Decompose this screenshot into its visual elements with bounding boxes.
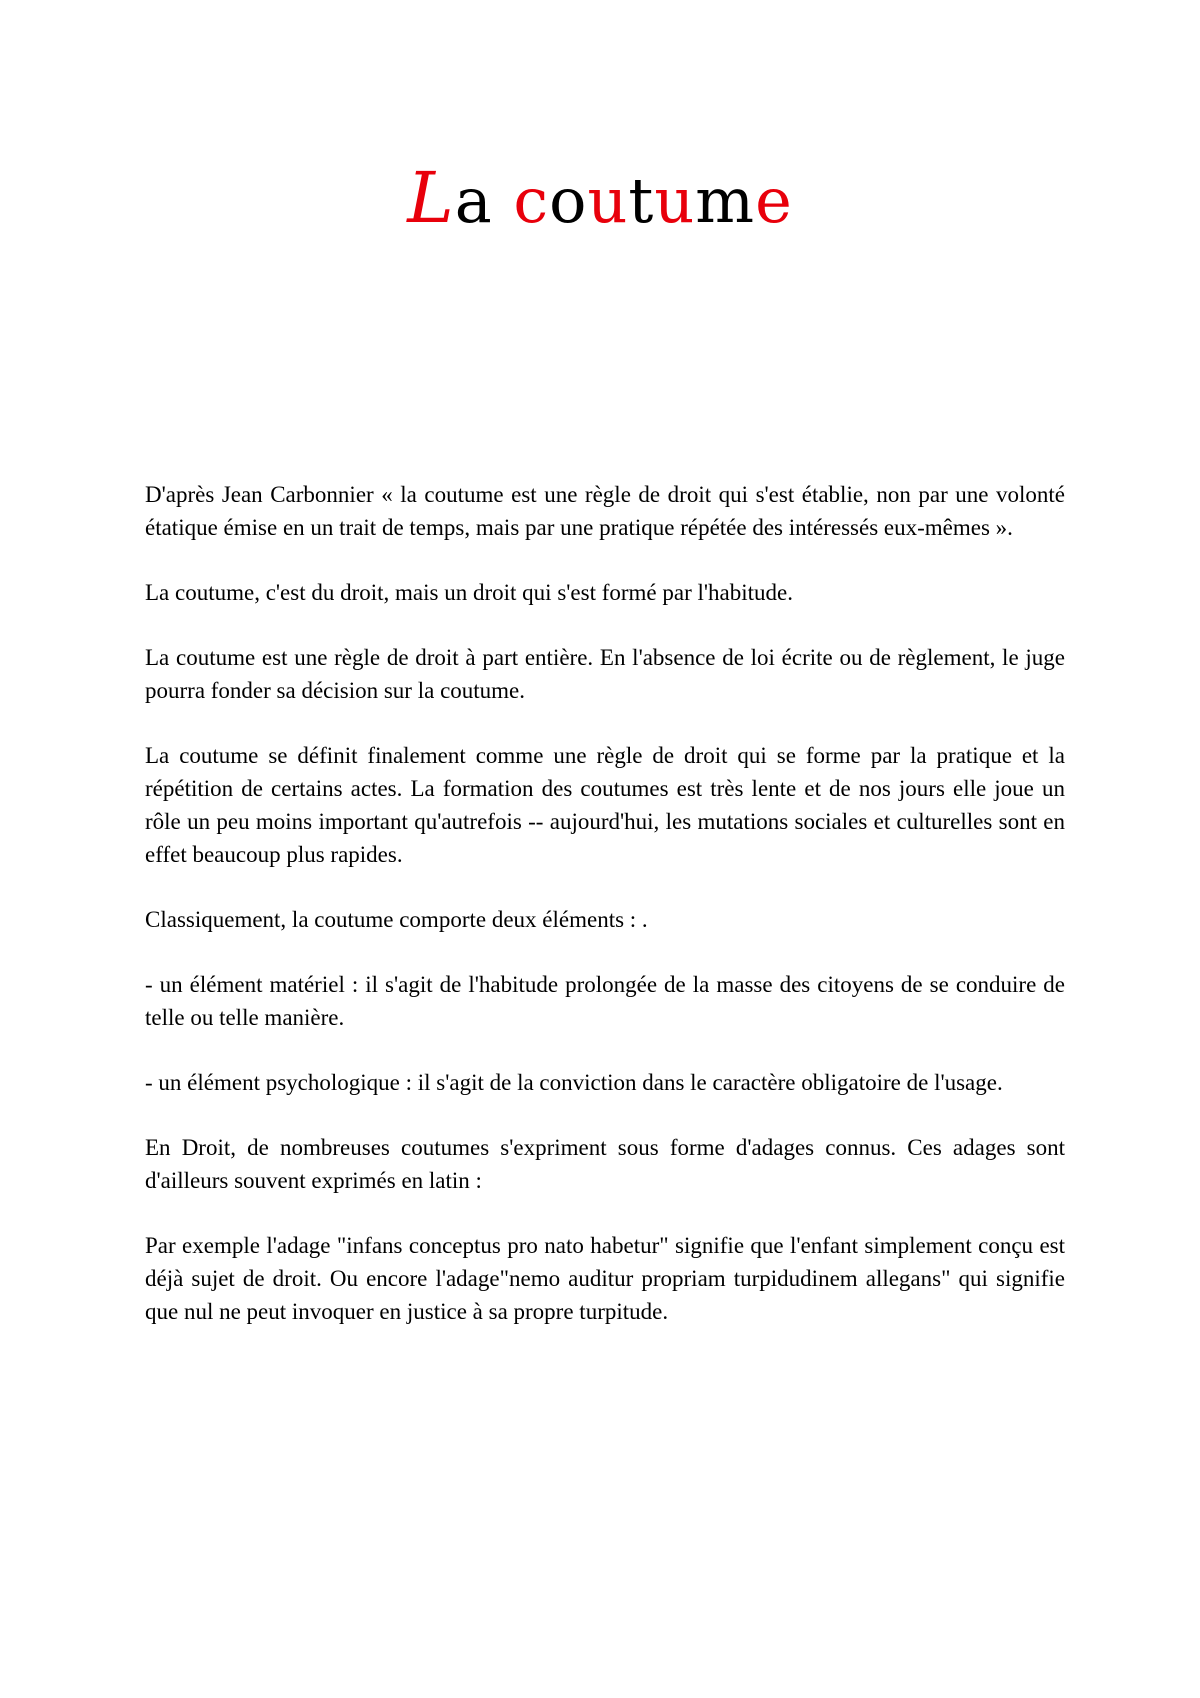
paragraph-element-psychologique: - un élément psychologique : il s'agit de la conviction dans le caractère obligatoire de l'usage. (145, 1070, 1003, 1095)
paragraph-adages: En Droit, de nombreuses coutumes s'expriment sous forme d'adages connus. Ces adages sont d'ailleurs souvent exprimés en latin : (145, 1135, 1065, 1193)
paragraph-exemples-adages: Par exemple l'adage "infans conceptus pro nato habetur" signifie que l'enfant simplement conçu est déjà sujet de droit. Ou encore l'adage"nemo auditur propriam turpidudinem allegans" qui signifie que nul ne peut invoquer en justice à sa propre turpitude. (145, 1233, 1065, 1324)
paragraph-definition: La coutume se définit finalement comme une règle de droit qui se forme par la pratique et la répétition de certains actes. La formation des coutumes est très lente et de nos jours elle joue un rôle un peu moins important qu'autrefois -- aujourd'hui, les mutations sociales et culturelles sont en effet beaucoup plus rapides. (145, 743, 1065, 867)
title-letter: u (654, 164, 696, 237)
paragraph-carbonnier-quote: D'après Jean Carbonnier « la coutume est une règle de droit qui s'est établie, non par une volonté étatique émise en un trait de temps, mais par une pratique répétée des intéressés eux-mêmes ». (145, 482, 1065, 540)
title-letter: m (695, 164, 756, 237)
paragraph-regle-de-droit: La coutume est une règle de droit à part entière. En l'absence de loi écrite ou de règlement, le juge pourra fonder sa décision sur la coutume. (145, 645, 1065, 703)
title-letter: L (407, 157, 455, 239)
title-letter: o (549, 164, 588, 237)
title-letter: t (628, 164, 655, 237)
title-letter: a (454, 164, 493, 237)
title-letter: c (513, 164, 550, 237)
title-space (493, 164, 514, 237)
title-letter: e (755, 164, 793, 237)
paragraph-habitude: La coutume, c'est du droit, mais un droit qui s'est formé par l'habitude. (145, 580, 793, 605)
document-body (145, 478, 1065, 1360)
paragraph-deux-elements: Classiquement, la coutume comporte deux éléments : . (145, 907, 648, 932)
title-letter: u (587, 164, 629, 237)
paragraph-element-materiel: - un élément matériel : il s'agit de l'habitude prolongée de la masse des citoyens de se conduire de telle ou telle manière. (145, 972, 1065, 1030)
page-title (0, 158, 1200, 241)
